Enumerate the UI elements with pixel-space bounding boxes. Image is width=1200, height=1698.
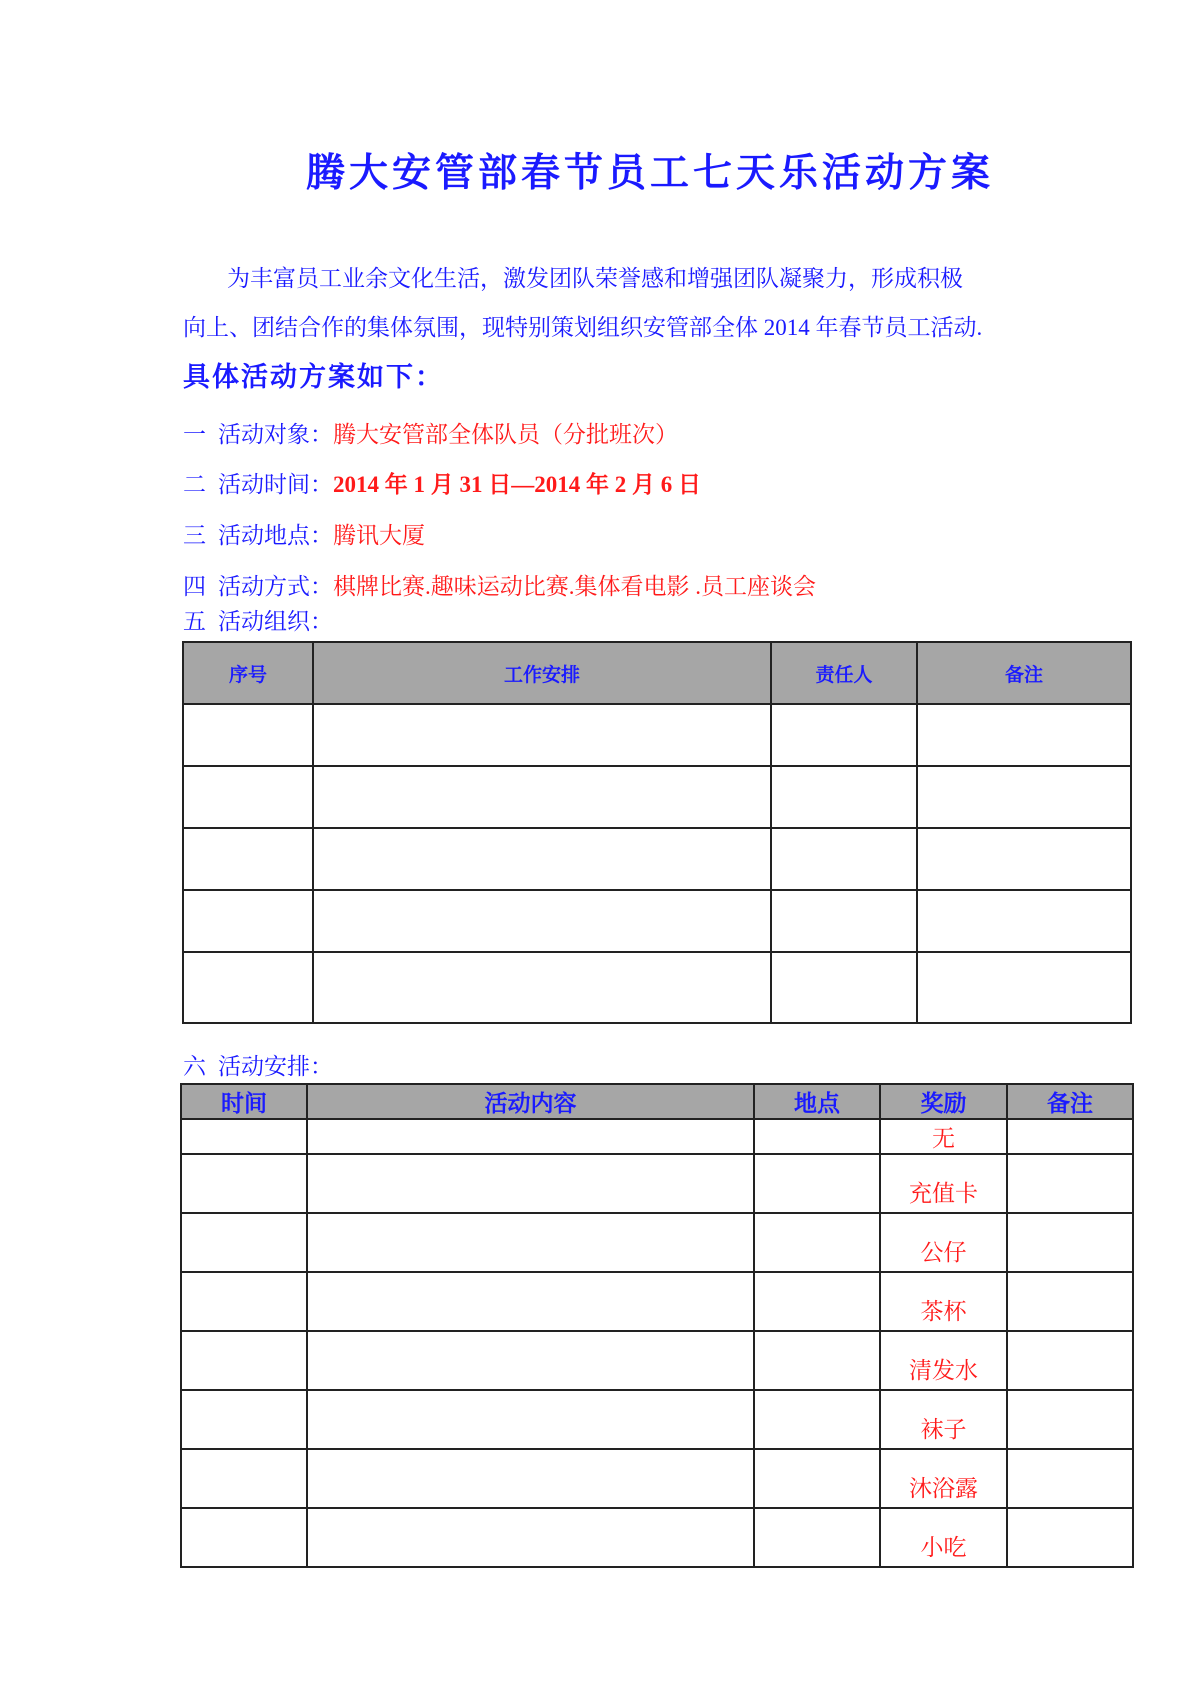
table-cell [1007,1508,1133,1567]
organization-table [182,641,1132,1024]
table-cell [181,1331,307,1390]
table-cell [307,1331,754,1390]
item-label: 活动对象： [218,422,333,447]
table-cell [771,766,917,828]
table-cell [181,1449,307,1508]
table-cell [181,1213,307,1272]
schedule-table [180,1083,1134,1568]
header-cell-time: 时间 [181,1084,307,1119]
table-cell [754,1119,880,1154]
header-cell-index: 序号 [183,642,313,704]
plan-subheading: 具体活动方案如下： [183,362,444,393]
table-cell [754,1508,880,1567]
table-cell [183,704,313,766]
table-cell [307,1390,754,1449]
reward-cell: 无 [880,1119,1007,1154]
table-cell [183,828,313,890]
table-cell [307,1154,754,1213]
table-cell [1007,1331,1133,1390]
table-cell [307,1213,754,1272]
table-cell [771,890,917,952]
table-row [181,1213,1133,1272]
table-cell [181,1119,307,1154]
item-organization [183,603,333,636]
table-cell [313,704,771,766]
table-cell [313,890,771,952]
table-header-row [181,1084,1133,1119]
table-cell [754,1390,880,1449]
table-cell [754,1272,880,1331]
table-cell [313,828,771,890]
table-row [183,952,1131,1023]
reward-cell: 充值卡 [880,1154,1007,1213]
table-cell [183,890,313,952]
item-number: 三 [183,523,206,548]
intro-line-1: 为丰富员工业余文化生活，激发团队荣誉感和增强团队凝聚力，形成积极 [227,266,963,291]
header-cell-content: 活动内容 [307,1084,754,1119]
table-cell [1007,1390,1133,1449]
header-cell-notes: 备注 [917,642,1131,704]
table-cell [754,1154,880,1213]
table-cell [183,766,313,828]
reward-cell: 袜子 [880,1390,1007,1449]
item-label: 活动安排： [218,1054,333,1079]
item-value: 2014 年 1 月 31 日—2014 年 2 月 6 日 [333,472,701,497]
header-cell-task: 工作安排 [313,642,771,704]
item-label: 活动地点： [218,523,333,548]
table-row [183,828,1131,890]
table-row [181,1331,1133,1390]
table-row [183,890,1131,952]
item-label: 活动组织： [218,609,333,634]
table-cell [754,1213,880,1272]
item-number: 二 [183,472,206,497]
header-cell-notes: 备注 [1007,1084,1133,1119]
reward-cell: 清发水 [880,1331,1007,1390]
intro-line-2: 向上、团结合作的集体氛围，现特别策划组织安管部全体 2014 年春节员工活动. [183,315,983,340]
table-cell [313,766,771,828]
table-cell [181,1272,307,1331]
table-row [183,766,1131,828]
table-cell [771,952,917,1023]
table-cell [307,1119,754,1154]
item-number: 五 [183,609,206,634]
document-title: 腾大安管部春节员工七天乐活动方案 [305,150,994,196]
reward-cell: 公仔 [880,1213,1007,1272]
table-header-row [183,642,1131,704]
header-cell-place: 地点 [754,1084,880,1119]
item-label: 活动时间： [218,472,333,497]
item-number: 四 [183,574,206,599]
header-cell-owner: 责任人 [771,642,917,704]
table-cell [1007,1213,1133,1272]
table-row [181,1390,1133,1449]
table-row [183,704,1131,766]
table-row [181,1272,1133,1331]
table-cell [307,1508,754,1567]
table-cell [307,1272,754,1331]
table-cell [307,1449,754,1508]
table-cell [1007,1154,1133,1213]
table-cell [917,890,1131,952]
table-cell [754,1331,880,1390]
item-number: 六 [183,1054,206,1079]
table-cell [917,952,1131,1023]
item-label: 活动方式： [218,574,333,599]
table-cell [771,704,917,766]
item-schedule [183,1048,333,1081]
table-cell [917,828,1131,890]
table-row [181,1508,1133,1567]
item-value: 腾大安管部全体队员（分批班次） [333,422,678,447]
item-value: 棋牌比赛.趣味运动比赛.集体看电影 .员工座谈会 [333,574,816,599]
table-row [181,1154,1133,1213]
reward-cell: 小吃 [880,1508,1007,1567]
table-cell [754,1449,880,1508]
item-target [183,416,678,449]
item-time [183,466,701,499]
table-row [181,1449,1133,1508]
item-number: 一 [183,422,206,447]
table-cell [181,1390,307,1449]
table-cell [181,1508,307,1567]
table-cell [917,766,1131,828]
item-format [183,568,816,601]
table-cell [183,952,313,1023]
reward-cell: 茶杯 [880,1272,1007,1331]
table-cell [181,1154,307,1213]
header-cell-reward: 奖励 [880,1084,1007,1119]
table-cell [1007,1449,1133,1508]
table-cell [313,952,771,1023]
reward-cell: 沐浴露 [880,1449,1007,1508]
item-value: 腾讯大厦 [333,523,425,548]
item-location [183,517,425,550]
table-cell [1007,1119,1133,1154]
table-cell [771,828,917,890]
table-cell [917,704,1131,766]
table-row [181,1119,1133,1154]
table-cell [1007,1272,1133,1331]
